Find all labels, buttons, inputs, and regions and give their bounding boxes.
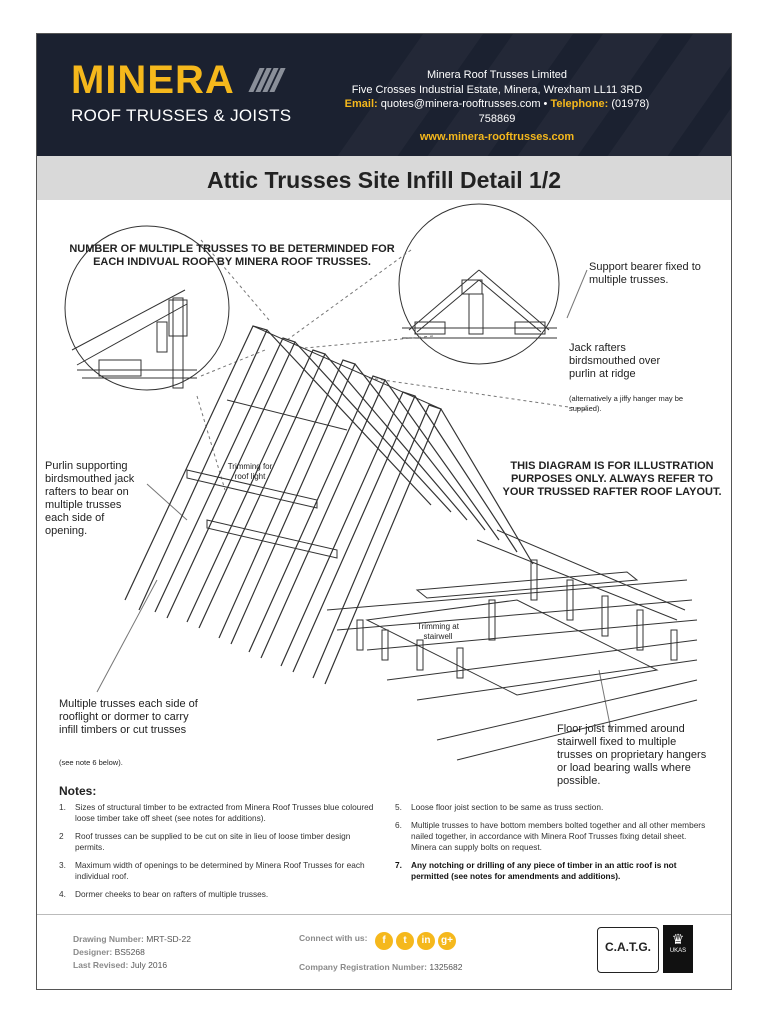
designer: BS5268 [114,947,145,957]
label-trimming-roof-light: Trimming for roof light [227,462,273,481]
note-item: 1. Sizes of structural timber to be extracted from Minera Roof Trusses blue coloured loose timber take off sheet (see notes for additions). [59,802,374,823]
header [37,34,731,156]
note-item: 6. Multiple trusses to have bottom members bolted together and all other members nailed together, in accordance with Minera Roof Trusses fixing detail sheet. Minera can supply bolts on request. [395,820,706,852]
title-bar [37,156,731,200]
website-link[interactable]: www.minera-rooftrusses.com [419,131,575,143]
diagram-area [37,200,731,787]
contact-block [337,68,657,145]
drawing-meta: Drawing Number: MRT-SD-22 Designer: BS5268 Last Revised: July 2016 [73,934,191,970]
detail-right-joint [402,270,557,338]
twitter-icon[interactable]: t [396,932,414,950]
registration-number: 1325682 [429,962,463,972]
linkedin-icon[interactable]: in [417,932,435,950]
company-name: Minera Roof Trusses Limited [427,69,567,81]
connect-label: Connect with us: [299,933,368,943]
note-item: 7. Any notching or drilling of any piece of timber in an attic roof is not permitted (see notes for amendments and additions). [395,860,677,881]
illustration-warning: THIS DIAGRAM IS FOR ILLUSTRATION PURPOSES ONLY. ALWAYS REFER TO YOUR TRUSSED RAFTER ROOF LAYOUT. [502,460,722,498]
catg-logo: C.A.T.G. [597,927,659,973]
label-support-bearer: Support bearer fixed to multiple trusses. [589,261,701,286]
note-item: 2 Roof trusses can be supplied to be cut on site in lieu of loose timber design permits. [59,831,351,852]
drawing-sheet [36,33,732,990]
last-revised: July 2016 [130,960,168,970]
footer [37,914,731,990]
note-item: 4. Dormer cheeks to bear on rafters of multiple trusses. [59,889,269,899]
posts [357,560,677,678]
company-address: Five Crosses Industrial Estate, Minera, Wrexham LL11 3RD [351,83,643,96]
logo-tagline: ROOF TRUSSES & JOISTS [71,106,292,125]
crown-icon: ♛ [671,931,685,947]
label-jack-rafters-note: (alternatively a jiffy hanger may be supplied). [569,394,684,413]
google-plus-icon[interactable]: g+ [438,932,456,950]
note-item: 3. Maximum width of openings to be determined by Minera Roof Trusses for each individual roof. [59,860,365,881]
purlins [187,326,441,558]
notes-right-column [395,802,707,889]
detail-left-joint [72,290,197,388]
label-purlin: Purlin supporting birdsmouthed jack rafters to bear on multiple trusses each side of opening. [45,460,135,537]
label-floor-joist: Floor joist trimmed around stairwell fixed to multiple trusses on proprietary hangers or load bearing walls where possible. [557,723,707,787]
logo-bars-icon [254,68,282,97]
notes-heading: Notes: [59,784,97,798]
logo-wordmark: MINERA [71,58,235,102]
notes-left-column [59,802,377,907]
phone-label: Telephone: [550,98,609,110]
note-item: 5. Loose floor joist section to be same as truss section. [395,802,604,812]
page-title: Attic Trusses Site Infill Detail 1/2 [206,167,562,193]
email-label: Email: [344,98,378,110]
drawing-number: MRT-SD-22 [146,934,191,944]
notes-section [59,784,709,899]
label-jack-rafters: Jack rafters birdsmouthed over purlin at ridge [569,342,661,380]
social-icons [375,930,459,950]
email-link[interactable]: quotes@minera-rooftrusses.com [380,98,541,110]
facebook-icon[interactable]: f [375,932,393,950]
label-multiple-trusses-note: (see note 6 below). [59,758,123,767]
ukas-logo: ♛ UKAS [663,925,693,973]
detail-circle-right [399,204,559,364]
contact-separator: • [543,98,548,110]
label-multiple-trusses: Multiple trusses each side of rooflight or dormer to carry infill timbers or cut trusses [59,698,198,736]
phone-number[interactable]: (01978) 758869 [478,98,650,125]
label-trimming-stairwell: Trimming at stairwell [417,622,459,641]
registration: Company Registration Number: 1325682 [299,962,463,972]
multiple-trusses-note: NUMBER OF MULTIPLE TRUSSES TO BE DETERMINDED FOR EACH INDIVUAL ROOF BY MINERA ROOF TRUSSES. [69,243,395,268]
